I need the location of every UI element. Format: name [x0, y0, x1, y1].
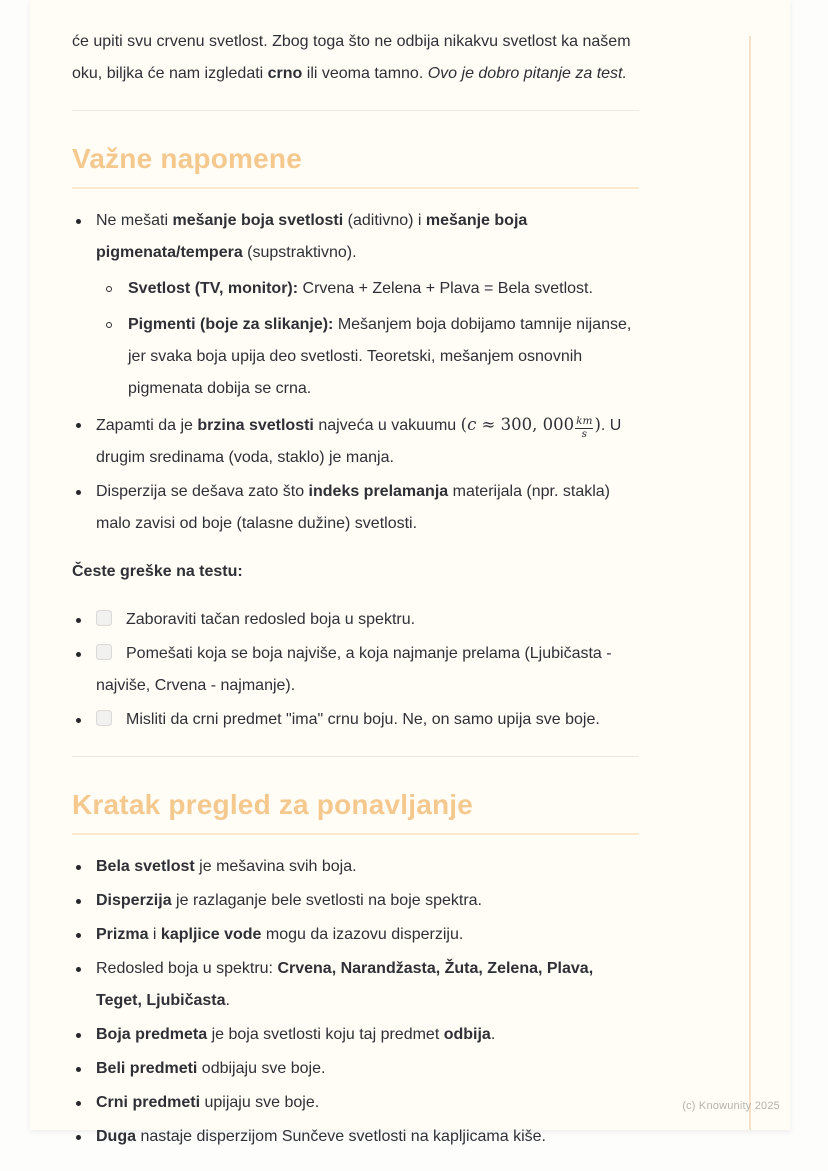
text-segment: ) [594, 415, 601, 434]
list-item [72, 1053, 639, 1085]
text-segment: Crvena, Narandžasta, Žuta, Zelena, Plava, Teget, Ljubičasta [96, 960, 594, 1009]
text-segment: Česte greške na testu: [72, 563, 243, 580]
text-segment: upijaju sve boje. [200, 1094, 320, 1111]
text-segment: materijala (npr. stakla) malo zavisi od boje (talasne dužine) svetlosti. [96, 483, 611, 532]
section-heading: Kratak pregled za ponavljanje [72, 787, 639, 835]
checklist-item [72, 704, 639, 736]
text-segment: najveća u vakuumu [313, 417, 461, 434]
text-segment: Ne mešati [96, 212, 173, 229]
text-segment: . [490, 1026, 496, 1043]
content [30, 0, 790, 1153]
text-segment: mešanje boja pigmenata/tempera [96, 212, 528, 261]
text-segment: Zapamti da je [96, 417, 198, 434]
sub-list-item [104, 309, 639, 405]
text-segment: Beli predmeti [96, 1060, 198, 1077]
text-segment: Mešanjem boja dobijamo tamnije nijanse, jer svaka boja upija deo svetlosti. Teoretski, mešanjem osnovnih pigmenata dobija se crna. [128, 316, 632, 397]
text-segment: Zaboraviti tačan redosled boja u spektru. [126, 611, 416, 628]
text-segment: (supstraktivno). [242, 244, 357, 261]
bullet-list [72, 205, 639, 540]
checklist-item [72, 604, 639, 636]
list-item [72, 953, 639, 1017]
text-segment: crno [267, 65, 303, 82]
text-segment: Pomešati koja se boja najviše, a koja najmanje prelama (Ljubičasta - najviše, Crvena - najmanje). [96, 645, 612, 694]
text-segment: c [467, 415, 477, 434]
text-segment: ( [460, 415, 468, 434]
text-segment: je razlaganje bele svetlosti na boje spektra. [171, 892, 482, 909]
text-segment: Boja predmeta [96, 1026, 208, 1043]
text-segment: Pigmenti (boje za slikanje): [128, 316, 334, 333]
text-segment: (aditivno) i [343, 212, 426, 229]
text-segment: Ovo je dobro pitanje za test. [427, 65, 627, 82]
fraction-denominator: s [581, 428, 587, 440]
text-segment: je boja svetlosti koju taj predmet [207, 1026, 444, 1043]
sub-bullet-list [96, 273, 639, 405]
text-segment: i [148, 926, 161, 943]
text-segment: Disperzija se dešava zato što [96, 483, 309, 500]
text-segment: ≈ 300, 000 [476, 415, 575, 434]
section-divider [72, 110, 639, 111]
checkbox[interactable] [96, 644, 112, 660]
text-segment: mešanje boja svetlosti [172, 212, 344, 229]
footer-credit: (c) Knowunity 2025 [682, 1100, 780, 1112]
text-segment: odbijaju sve boje. [197, 1060, 326, 1077]
checklist [72, 604, 639, 736]
text-segment: je mešavina svih boja. [194, 858, 357, 875]
text-segment: . [225, 992, 230, 1009]
text-segment: Bela svetlost [96, 858, 195, 875]
text-segment: Disperzija [96, 892, 172, 909]
bullet-list [72, 851, 639, 1153]
paragraph [72, 26, 639, 90]
text-segment: odbija [443, 1026, 491, 1043]
list-item [72, 919, 639, 951]
list-item [72, 205, 639, 405]
text-segment: . U drugim sredinama (voda, staklo) je manja. [96, 417, 622, 466]
text-segment: Crvena + Zelena + Plava = Bela svetlost. [298, 280, 593, 297]
fraction-numerator: km [576, 415, 593, 428]
text-segment: Crni predmeti [96, 1094, 201, 1111]
fraction [575, 416, 593, 440]
text-segment: ili veoma tamno. [302, 65, 428, 82]
list-item [72, 1121, 639, 1153]
text-segment: mogu da izazovu disperziju. [261, 926, 464, 943]
text-segment: indeks prelamanja [308, 483, 449, 500]
section-heading: Važne napomene [72, 141, 639, 189]
text-segment: Svetlost (TV, monitor): [128, 280, 299, 297]
list-item [72, 885, 639, 917]
list-item [72, 1087, 639, 1119]
list-item [72, 851, 639, 883]
checkbox[interactable] [96, 710, 112, 726]
text-segment: Redosled boja u spektru: [96, 960, 278, 977]
text-segment: će upiti svu crvenu svetlost. Zbog toga što ne odbija nikakvu svetlost ka našem oku, biljka će nam izgledati [72, 33, 631, 82]
list-item [72, 409, 639, 474]
section-divider [72, 756, 639, 757]
document-page [30, 0, 790, 1145]
text-segment: Prizma [96, 926, 149, 943]
text-segment: brzina svetlosti [197, 417, 314, 434]
sub-list-item [104, 273, 639, 305]
list-item [72, 476, 639, 540]
text-segment: Misliti da crni predmet "ima" crnu boju. Ne, on samo upija sve boje. [126, 711, 600, 728]
subsection-title [72, 556, 639, 588]
checklist-item [72, 638, 639, 702]
text-segment: nastaje disperzijom Sunčeve svetlosti na kapljicama kiše. [136, 1128, 546, 1145]
text-segment: Duga [96, 1128, 136, 1145]
text-segment: kapljice vode [160, 926, 262, 943]
checkbox[interactable] [96, 610, 112, 626]
list-item [72, 1019, 639, 1051]
